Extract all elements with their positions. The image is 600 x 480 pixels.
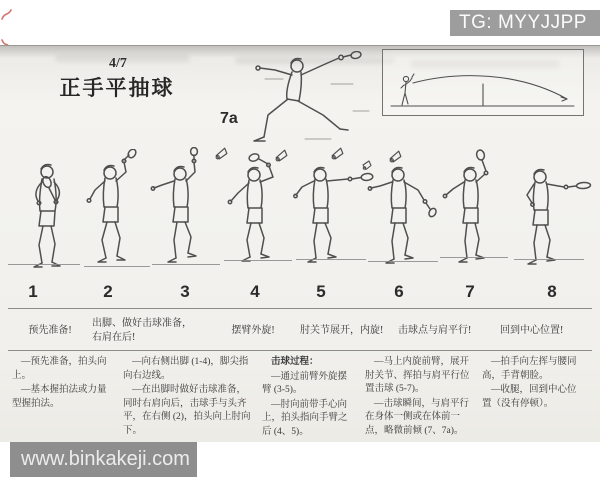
horizontal-rule [8, 308, 592, 309]
player-figure-7a [235, 51, 375, 151]
notes-column-5 [482, 356, 582, 440]
frame-number-3: 3 [180, 282, 190, 301]
technique-notes [12, 356, 590, 440]
caption-2: 出脚、做好击球准备，右肩在后! [92, 318, 192, 343]
frame-number-2: 2 [103, 282, 113, 301]
player-figure-1 [14, 159, 80, 279]
caption-3: 摆臂外旋! [231, 325, 275, 336]
page-background [0, 45, 600, 442]
frame-number-6: 6 [394, 282, 404, 301]
ground-line [440, 257, 508, 258]
note-item: —在出脚时做好击球准备，同时右肩向后，击球手与头齐平，在右侧 (2)，拍头向上肘向下。 [123, 385, 251, 436]
frame-number-1: 1 [28, 282, 38, 301]
caption-6: 回到中心位置! [500, 325, 564, 336]
inset-figure-label: 7a [220, 110, 238, 127]
frame-number-4: 4 [250, 282, 260, 301]
player-figure-7 [434, 147, 506, 271]
note-item: —向右侧出脚 (1-4)，脚尖指向右边线。 [123, 357, 249, 381]
notes-column-2 [123, 356, 253, 440]
note-item: —拍手向左挥与腰同高，手背朝脸。 [482, 357, 577, 381]
player-figure-8 [506, 157, 594, 273]
player-figure-4 [220, 149, 290, 273]
caption-5: 击球点与肩平行! [398, 325, 472, 336]
ground-line [368, 261, 438, 262]
ground-line [8, 264, 80, 265]
shuttle-trajectory-arc [413, 76, 567, 99]
note-item: —击球瞬间，与肩平行在身体一侧或在体前一点，略微前倾 (7、7a)。 [365, 398, 470, 436]
ground-line [152, 264, 220, 265]
notes-column-4 [365, 356, 473, 440]
trajectory-inset-box [382, 49, 584, 116]
trajectory-arrow-icon [561, 97, 567, 101]
player-figure-3 [150, 147, 216, 273]
ground-line [84, 266, 150, 267]
frame-number-7: 7 [465, 282, 475, 301]
page-indicator: 4/7 [109, 56, 127, 71]
note-item: —通过前臂外旋摆臂 (3-5)。 [262, 371, 348, 395]
caption-1: 预先准备! [28, 325, 72, 336]
red-margin-mark [1, 8, 13, 21]
note-item: —收腿，回到中心位置（没有停顿）。 [482, 385, 577, 409]
frame-number-5: 5 [316, 282, 326, 301]
player-figure-2 [80, 149, 146, 275]
note-item: —马上内旋前臂，展开肘关节、挥拍与肩平行位置击球 (5-7)。 [365, 357, 470, 394]
mini-player-icon [401, 74, 414, 105]
notes-column-1 [12, 356, 114, 440]
trajectory-diagram [383, 50, 581, 113]
bottom-watermark-bar: www.binkakeji.com [10, 442, 197, 477]
player-figure-6 [362, 151, 440, 273]
caption-4: 肘关节展开，内旋! [300, 325, 384, 336]
frame-number-8: 8 [547, 282, 557, 301]
page-title: 正手平抽球 [59, 76, 175, 100]
ground-line [514, 259, 584, 260]
note-item: —肘向前带手心向上，拍头指向手臂之后 (4、5)。 [262, 399, 348, 437]
horizontal-rule [8, 350, 592, 351]
notes-column-3 [262, 356, 356, 440]
top-watermark-bar: TG: MYYJJPP [450, 10, 600, 36]
note-item: —基本握拍法或力量型握拍法。 [12, 385, 107, 409]
ground-line [224, 260, 292, 261]
ground-line [296, 259, 366, 260]
note-item: —预先准备，拍头向上。 [12, 357, 107, 381]
note-heading: 击球过程： [271, 357, 319, 367]
